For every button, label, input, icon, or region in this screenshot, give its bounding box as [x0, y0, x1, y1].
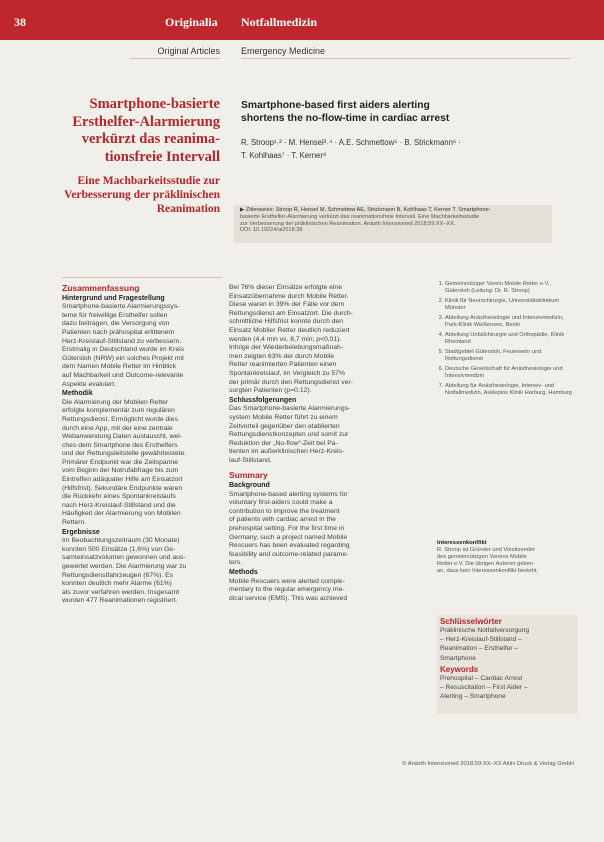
- keyword-line: Prehospital – Cardiac Arrest: [440, 674, 523, 682]
- text-line: Retter reanimierten Patienten einen: [229, 361, 337, 369]
- text-line: Reduktion der „No-flow“-Zeit bei Pa-: [229, 439, 338, 447]
- paragraph: [229, 405, 377, 465]
- citation-line: basierte Ersthelfer-Alarmierung verkürzt das reanimationsfreie Intervall. Eine Machbarkeitsstudie: [240, 213, 480, 220]
- title-english: [241, 99, 471, 125]
- text-line: Germany, such a project named Mobile: [229, 533, 348, 541]
- text-line: gewertet werden. Die Alarmierung war zu: [62, 563, 187, 570]
- text-line: Diese waren in 39% der Fälle vor dem: [229, 301, 345, 309]
- paragraph: [229, 284, 377, 396]
- affiliation-item: 3. Abteilung Anästhesiologie und Intensivmedizin, Park-Klinik Weißensee, Berlin: [445, 315, 575, 329]
- keywords-en-title: Keywords: [440, 664, 479, 674]
- authors-line: R. Stroop¹˒² · M. Hensel³˒⁴ · A.E. Schmettow⁵ · B. Strickmann⁶ ·: [241, 138, 461, 147]
- text-line: voluntary first-aiders could make a: [229, 499, 333, 507]
- keyword-line: Alerting – Smartphone: [440, 693, 506, 701]
- text-line: Das Smartphone-basierte Alarmierungs-: [229, 405, 351, 413]
- affiliation-item: 1. Gemeinnütziger Verein Mobile Retter e.V., Gütersloh (Leitung: Dr. R. Stroop): [445, 281, 575, 295]
- text-line: feasibility and outcome-related parame-: [229, 550, 349, 558]
- citation-line: ▶ Zitierweise: Stroop R, Hensel M, Schmettow AE, Strickmann B, Kohlhaas T, Kerner T. Smartphone-: [240, 207, 491, 213]
- text-line: (Hilfsfrist). Sekundäre Endpunkte waren: [62, 484, 183, 492]
- affiliation-item: 4. Abteilung Unfallchirurgie und Orthopädie, Klinik Rheinland: [445, 332, 575, 346]
- text-line: Patienten nach prähospital erlittenem: [62, 328, 175, 336]
- title-line: Ersthelfer-Alarmierung: [72, 113, 220, 130]
- text-line: Gütersloh (NRW) ein solches Projekt mit: [62, 354, 184, 362]
- text-line: dical service (EMS). This was achieved: [229, 594, 348, 602]
- text-line: erfolgte komplementär zum regulären: [62, 407, 175, 415]
- divider: [130, 58, 220, 59]
- interest-line: des gemeinnützigen Vereins Mobile: [437, 554, 527, 560]
- text-line: Webanwendung Daten austauscht, wel-: [62, 433, 183, 441]
- paragraph: [229, 578, 377, 604]
- interest-title: Interessenkonflikt: [437, 540, 487, 546]
- affiliations: [437, 281, 575, 400]
- affiliation-item: 5. Stadtgebiet Gütersloh, Feuerwehr und Rettungsdienst: [445, 349, 575, 363]
- text-line: als zuvor verfahren werden. Insgesamt: [62, 588, 180, 596]
- keyword-line: Präklinische Notfallversorgung: [440, 627, 530, 634]
- text-line: ches dem Smartphone des Ersthelfers: [62, 441, 178, 449]
- text-line: wurden 477 Reanimationen registriert.: [62, 597, 178, 605]
- affiliation-item: 6. Deutsche Gesellschaft für Anästhesiologie und Intensivmedizin: [445, 366, 575, 380]
- text-line: tienten im außerklinischen Herz-Kreis-: [229, 448, 345, 456]
- abstract-column-mixed: [229, 284, 377, 603]
- text-line: prehospital setting. For the first time in: [229, 525, 345, 533]
- text-line: Einsatz Mobiler Retter deutlich reduziert: [229, 326, 350, 334]
- text-line: werden (4,4 min vs. 8,7 min; p<0,01).: [229, 335, 342, 343]
- text-line: samteinsatzvolumen gewonnen und aus-: [62, 554, 186, 562]
- text-line: Rettungsdienstkonzepten und somit zur: [229, 431, 349, 439]
- affiliation-item: 2. Klinik für Neurochirurgie, Universitätsklinikum Münster: [445, 298, 575, 312]
- citation-line: DOI: 10.19224/ai2018.38: [240, 227, 303, 234]
- text-line: konnten deutlich mehr Alarme (61%): [62, 580, 172, 588]
- citation-box: [234, 205, 552, 243]
- text-line: Eintreffen adäquater Hilfe am Einsatzort: [62, 476, 183, 484]
- subtitle-line: Verbesserung der präklinischen: [64, 189, 220, 201]
- label-original-articles: Original Articles: [157, 46, 220, 56]
- text-line: dazu beitragen, die Versorgung von: [62, 320, 170, 328]
- interest-line: an, dass kein Interessenkonflikt besteht.: [437, 568, 539, 574]
- authors-line: T. Kohlhaas⁷ · T. Kerner⁸: [241, 151, 327, 160]
- title-german: [40, 96, 220, 166]
- text-line: Die Alarmierung der Mobilen Retter: [62, 398, 169, 406]
- title-line: Smartphone-basierte: [89, 96, 220, 112]
- title-line: shortens the no-flow-time in cardiac arrest: [241, 113, 450, 124]
- keyword-line: – Herz-Kreislauf-Stillstand –: [440, 636, 522, 644]
- keyword-line: Smartphone: [440, 654, 476, 662]
- footer-copyright: © Anästh Intensivmed 2018;59:XX–XX Aktiv Druck & Verlag GmbH: [402, 761, 574, 767]
- text-line: Smartphone-basierte Alarmierungssys-: [62, 303, 180, 311]
- subsection-heading: Methodik: [62, 390, 93, 398]
- subsection-heading: Hintergrund und Fragestellung: [62, 294, 165, 302]
- section-heading: Summary: [229, 470, 268, 481]
- keywords-de-title: Schlüsselwörter: [440, 617, 502, 626]
- text-line: lauf-Stillstand.: [229, 456, 272, 464]
- text-line: Spontankreislauf, im Vergleich zu 57%: [229, 369, 345, 377]
- authors: [241, 136, 491, 162]
- text-line: Rettungsdienstfahrzeugen (67%). Es: [62, 571, 174, 579]
- divider: [62, 277, 222, 278]
- text-line: und der Rettungsleitstelle gewährleistete.: [62, 450, 187, 458]
- section-label: Originalia: [165, 15, 218, 29]
- text-line: Mobile Rescuers were alerted comple-: [229, 577, 345, 585]
- text-line: auf Machbarkeit und Outcome-relevante: [62, 371, 184, 379]
- citation-line: zur Verbesserung der präklinischen Reanimation. Anästh Intensivmed 2018;59:XX–XX.: [240, 220, 456, 227]
- text-line: Rescuers has been evaluated regarding: [229, 542, 350, 550]
- interest-line: Retter e.V. Die übrigen Autoren geben: [437, 561, 533, 567]
- text-line: nach Herz-Kreislauf-Stillstand und die: [62, 501, 176, 509]
- text-line: konnten 500 Einsätze (1,6%) von Ge-: [62, 545, 176, 553]
- text-line: contribution to improve the treatment: [229, 507, 340, 515]
- section-heading: Zusammenfassung: [62, 283, 140, 293]
- text-line: durch eine App, mit der eine zentrale: [62, 424, 173, 432]
- text-line: teme für freiwillige Ersthelfer sollen: [62, 311, 168, 319]
- title-line: tionsfreie Intervall: [104, 148, 220, 165]
- text-line: der primär durch den Rettungsdienst ver-: [229, 378, 353, 386]
- keyword-line: Reanimation – Ersthelfer –: [440, 645, 519, 653]
- subsection-heading: Methods: [229, 569, 258, 576]
- text-line: sorgten Patienten (p=0,12).: [229, 387, 312, 395]
- divider: [241, 58, 571, 59]
- text-line: Häufigkeit der Alarmierung von Mobilen: [62, 510, 181, 518]
- keyword-line: – Resuscitation – First Aider –: [440, 684, 528, 692]
- interest-line: R. Stroop ist Gründer und Vorsitzender: [437, 547, 536, 553]
- paragraph: [62, 399, 222, 528]
- text-line: Smartphone-based alerting systems for: [229, 490, 348, 498]
- text-line: vom Beginn der Notrufabfrage bis zum: [62, 467, 179, 475]
- title-line: Smartphone-based first aiders alerting: [241, 100, 430, 111]
- text-line: Einsatzübernahme durch Mobile Retter.: [229, 292, 349, 300]
- subsection-heading: Schlussfolgerungen: [229, 396, 297, 404]
- paragraph: [62, 537, 222, 606]
- text-line: Rettungsdienst am Einsatzort. Die durch-: [229, 309, 353, 317]
- text-line: schnittliche Hilfsfrist konnte durch den: [229, 318, 344, 326]
- subtitle-line: Eine Machbarkeitsstudie zur: [77, 175, 220, 187]
- text-line: Rettern.: [62, 519, 87, 527]
- subtitle-line: Reanimation: [156, 203, 220, 215]
- title-line: verkürzt das reanima-: [81, 131, 220, 147]
- text-line: Bei 76% dieser Einsätze erfolgte eine: [229, 284, 342, 291]
- category-label: Notfallmedizin: [241, 15, 317, 29]
- text-line: dem Namen Mobile Retter im Hinblick: [62, 363, 177, 371]
- subtitle-german: [35, 174, 220, 216]
- text-line: ters.: [229, 559, 243, 567]
- text-line: Aspekte evaluiert.: [62, 380, 117, 388]
- text-line: of patients with cardiac arrest in the: [229, 516, 336, 524]
- label-emergency-medicine: Emergency Medicine: [241, 46, 326, 56]
- affiliation-item: 7. Abteilung für Anästhesiologie, Intensiv- und Notfallmedizin, Asklepios Klinik Harburg, Hamburg: [445, 383, 575, 397]
- text-line: mentary to the regular emergency me-: [229, 586, 345, 594]
- text-line: Infolge der Wiederbelebungsmaßnah-: [229, 344, 344, 352]
- page-number: 38: [14, 15, 26, 29]
- keywords-box: [437, 615, 578, 714]
- text-line: system Mobile Retter führt zu einem: [229, 413, 338, 421]
- header-bar: [0, 0, 604, 40]
- text-line: Primärer Endpunkt war die Zeitspanne: [62, 458, 178, 466]
- text-line: Erstmalig in Deutschland wurde im Kreis: [62, 346, 185, 354]
- abstract-column-german: [62, 284, 222, 606]
- text-line: die Rückkehr eines Spontankreislaufs: [62, 493, 176, 501]
- text-line: Rettungsdienst. Ermöglicht wurde dies: [62, 415, 178, 423]
- text-line: men zeigten 63% der durch Mobile: [229, 352, 335, 360]
- text-line: Zeitvorteil gegenüber den etablierten: [229, 422, 340, 430]
- text-line: Im Beobachtungszeitraum (30 Monate): [62, 537, 180, 545]
- paragraph: [229, 491, 377, 568]
- paragraph: [62, 303, 222, 389]
- subsection-heading: Ergebnisse: [62, 528, 100, 536]
- subsection-heading: Background: [229, 482, 270, 490]
- interest-box: [437, 540, 575, 575]
- text-line: Herz-Kreislauf-Stillstand zu verbessern.: [62, 337, 182, 345]
